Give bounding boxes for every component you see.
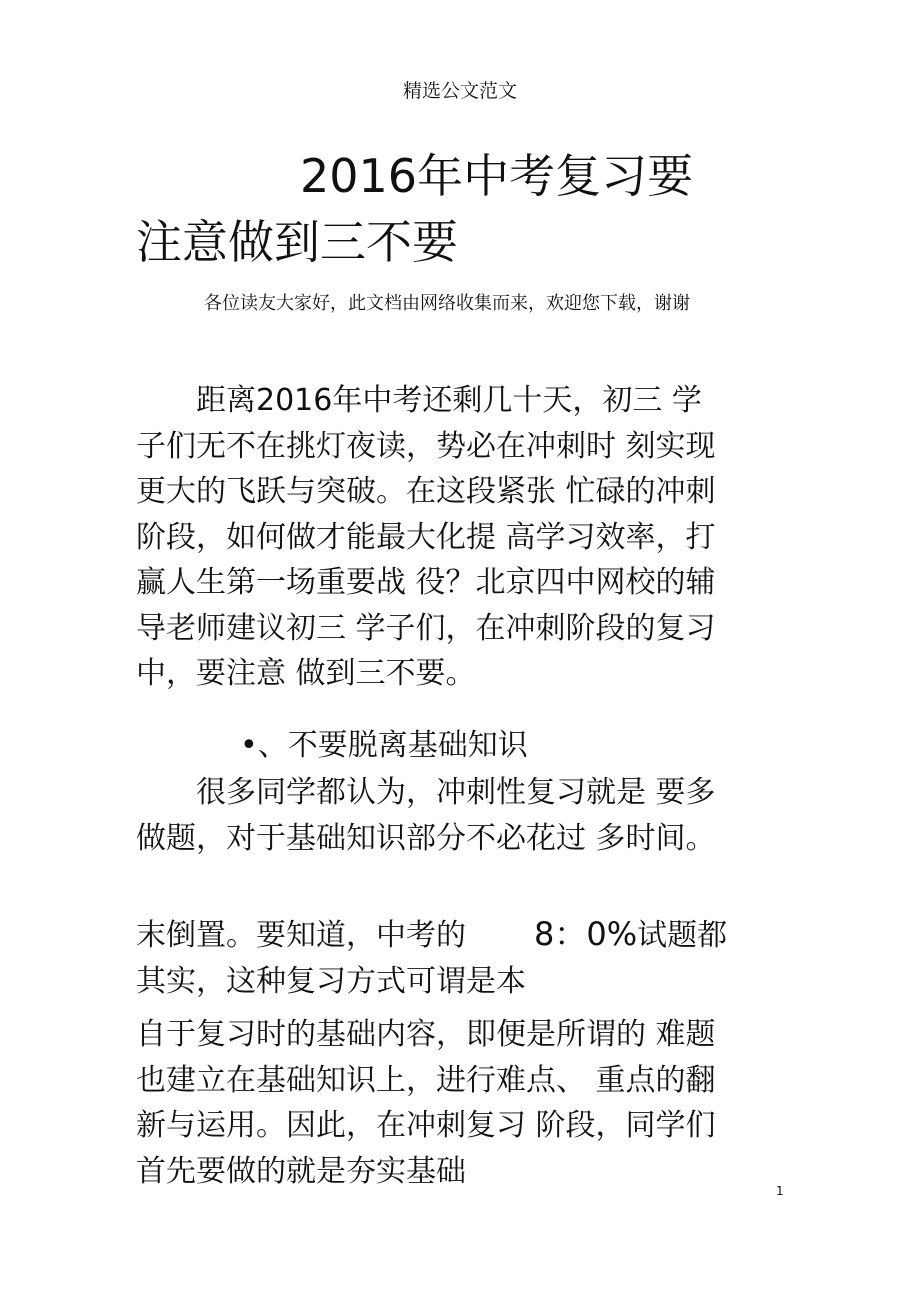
text-line: 导老师建议初三 学子们，在冲刺阶段的复习 (136, 610, 716, 646)
text-line: 自于复习时的基础内容，即便是所谓的 难题 (136, 1017, 716, 1052)
title-line-2: 注意做到三不要 (136, 215, 458, 269)
text-line: 子们无不在挑灯夜读，势必在冲刺时 刻实现 (136, 428, 716, 464)
page-header: 精选公文范文 (402, 80, 517, 102)
text-line: 也建立在基础知识上，进行难点、 重点的翻 (136, 1062, 716, 1098)
text-line: 中，要注意 做到三不要。 (136, 656, 476, 691)
text-fragment: 试题都 (637, 918, 728, 953)
text-line: 距离2016年中考还剩几十天，初三 学 (136, 383, 702, 418)
text-line: 新与运用。因此，在冲刺复习 阶段，同学们 (136, 1108, 716, 1143)
paragraph-2 (136, 770, 784, 861)
text-line: 更大的飞跃与突破。在这段紧张 忙碌的冲刺 (136, 474, 716, 509)
text-line: 阶段，如何做才能最大化提 高学习效率，打 (136, 519, 716, 555)
page-number: 1 (776, 1184, 784, 1198)
text-line (136, 912, 784, 959)
text-line: 做题，对于基础知识部分不必花过 多时间。 (136, 820, 716, 856)
paragraph-intro (136, 378, 784, 697)
text-line: 首先要做的就是夯实基础 (136, 1153, 466, 1189)
paragraph-4 (136, 1012, 784, 1194)
percentage-value: 8：0% (534, 915, 638, 953)
paragraph-3 (136, 912, 784, 1004)
text-line: 其实，这种复习方式可谓是本 (136, 963, 526, 999)
text-line: 很多同学都认为，冲刺性复习就是 要多 (136, 775, 716, 810)
download-notice: 各位读友大家好，此文档由网络收集而来，欢迎您下载，谢谢 (204, 293, 690, 314)
text-fragment: 末倒置。要知道，中考的 (136, 918, 466, 953)
text-line: 赢人生第一场重要战 役？北京四中网校的辅 (136, 565, 716, 600)
section-heading-1: •、不要脱离基础知识 (240, 728, 528, 763)
title-line-1: 2016年中考复习要 (300, 149, 694, 203)
